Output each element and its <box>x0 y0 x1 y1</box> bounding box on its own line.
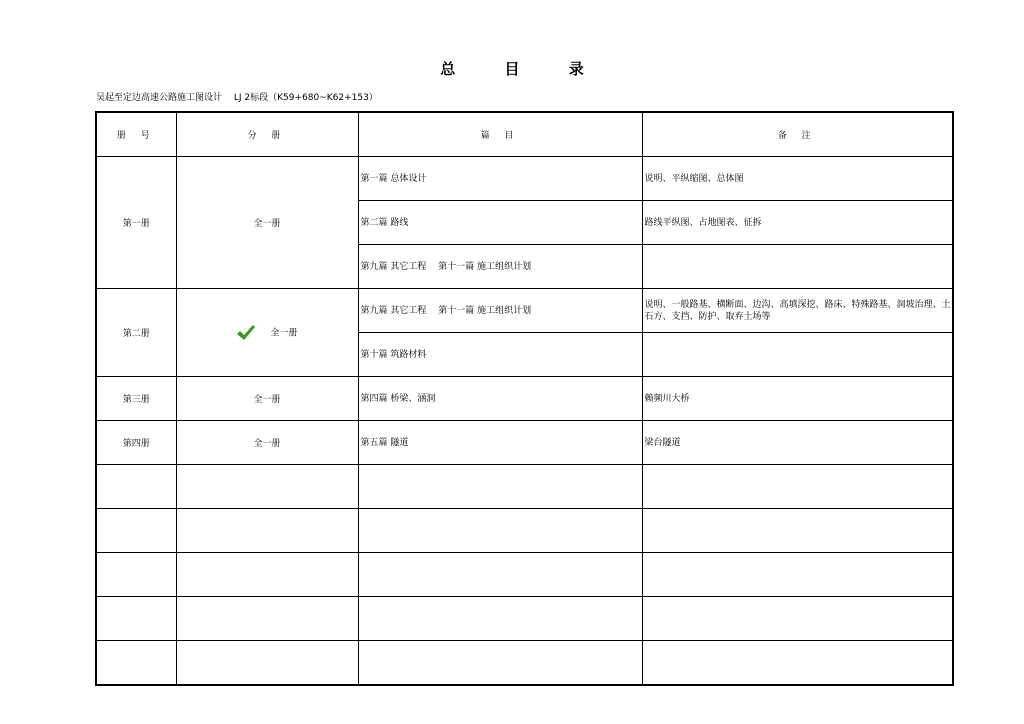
empty-cell <box>358 641 642 686</box>
table-row <box>96 377 953 421</box>
empty-row <box>96 641 953 686</box>
table-row <box>96 157 953 201</box>
empty-cell <box>96 553 176 597</box>
empty-row <box>96 597 953 641</box>
empty-cell <box>642 553 953 597</box>
remarks-cell: 赖频川大桥 <box>642 377 953 421</box>
sub-volume-label: 全一册 <box>253 219 281 229</box>
chapter-cell: 第二篇 路线 <box>358 201 642 245</box>
empty-cell <box>176 597 358 641</box>
remarks-cell: 说明、一般路基、横断面、边沟、高填深挖、路床、特殊路基、洞坡治理、土石方、支挡、防护、取弃土场等 <box>642 289 953 333</box>
empty-cell <box>358 509 642 553</box>
empty-row <box>96 509 953 553</box>
empty-cell <box>642 465 953 509</box>
header-sub-volume: 分 册 <box>176 112 358 157</box>
remarks-cell: 梁台隧道 <box>642 421 953 465</box>
sub-volume-label: 全一册 <box>270 328 298 338</box>
volume-cell: 第一册 <box>96 157 176 289</box>
empty-cell <box>96 641 176 686</box>
remarks-cell <box>642 333 953 377</box>
chapter-cell: 第一篇 总体设计 <box>358 157 642 201</box>
sub-volume-cell <box>176 289 358 377</box>
remarks-cell: 说明、平纵缩图、总体图 <box>642 157 953 201</box>
volume-cell: 第三册 <box>96 377 176 421</box>
sub-volume-label: 全一册 <box>253 439 281 449</box>
header-row <box>96 112 953 157</box>
sub-volume-cell <box>176 421 358 465</box>
empty-cell <box>176 553 358 597</box>
empty-cell <box>96 465 176 509</box>
empty-row <box>96 553 953 597</box>
empty-cell <box>642 509 953 553</box>
empty-cell <box>642 641 953 686</box>
empty-cell <box>358 465 642 509</box>
empty-cell <box>358 597 642 641</box>
volume-cell: 第四册 <box>96 421 176 465</box>
chapter-cell: 第四篇 桥梁、涵洞 <box>358 377 642 421</box>
page-title: 总 目 录 <box>440 60 606 78</box>
chapter-cell: 第十篇 筑路材料 <box>358 333 642 377</box>
empty-cell <box>96 597 176 641</box>
remarks-cell <box>642 245 953 289</box>
sub-volume-cell <box>176 377 358 421</box>
sub-volume-cell <box>176 157 358 289</box>
header-remarks: 备 注 <box>642 112 953 157</box>
project-subtitle: 吴起至定边高速公路施工图设计 LJ 2标段（K59+680~K62+153） <box>96 93 378 103</box>
remarks-cell: 路线平纵图、占地图表、征拆 <box>642 201 953 245</box>
catalog-table <box>95 111 954 686</box>
table-row <box>96 421 953 465</box>
empty-cell <box>642 597 953 641</box>
header-volume-no: 册 号 <box>96 112 176 157</box>
empty-cell <box>96 509 176 553</box>
chapter-cell: 第五篇 隧道 <box>358 421 642 465</box>
header-chapter: 篇 目 <box>358 112 642 157</box>
empty-cell <box>358 553 642 597</box>
volume-cell: 第二册 <box>96 289 176 377</box>
chapter-cell: 第九篇 其它工程 第十一篇 施工组织计划 <box>358 245 642 289</box>
sub-volume-label: 全一册 <box>253 395 281 405</box>
table-row <box>96 289 953 333</box>
empty-cell <box>176 509 358 553</box>
empty-row <box>96 465 953 509</box>
empty-cell <box>176 641 358 686</box>
empty-cell <box>176 465 358 509</box>
chapter-cell: 第九篇 其它工程 第十一篇 施工组织计划 <box>358 289 642 333</box>
checkmark-icon <box>236 324 256 342</box>
